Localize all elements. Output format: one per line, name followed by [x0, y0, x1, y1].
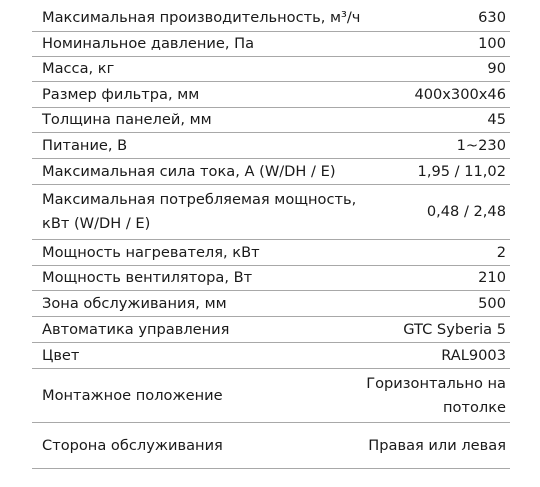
spec-value: 2 [496, 243, 506, 261]
spec-label: Масса, кг [42, 60, 115, 77]
spec-row-max-power [32, 185, 510, 240]
spec-value: 210 [478, 269, 506, 286]
spec-label: Зона обслуживания, мм [42, 294, 227, 312]
spec-row-service-side [32, 423, 510, 469]
spec-value: 45 [487, 111, 506, 128]
spec-label: Размер фильтра, мм [42, 85, 200, 103]
spec-row-max-capacity [32, 5, 510, 32]
spec-row-mounting-position [32, 369, 510, 423]
spec-row-mass [32, 57, 510, 82]
spec-label: Максимальная сила тока, А (W/DH / E) [42, 162, 336, 180]
spec-value: 0,48 / 2,48 [426, 203, 506, 220]
spec-label: Автоматика управления [42, 320, 230, 338]
spec-row-filter-size [32, 82, 510, 108]
spec-row-heater-power [32, 240, 510, 266]
spec-row-nominal-pressure [32, 32, 510, 57]
spec-value: Правая или левая [368, 436, 506, 454]
spec-row-color [32, 343, 510, 369]
spec-value: Горизонтально на потолке [366, 374, 506, 416]
spec-label: Сторона обслуживания [42, 436, 223, 454]
spec-row-max-current [32, 159, 510, 185]
spec-row-service-zone [32, 291, 510, 317]
spec-label: Максимальная потребляемая мощность, кВт (W/DH / E) [42, 191, 357, 232]
spec-label: Толщина панелей, мм [42, 111, 212, 128]
spec-value: RAL9003 [441, 346, 506, 364]
spec-value: 90 [487, 60, 506, 77]
spec-row-fan-power [32, 266, 510, 291]
spec-label: Цвет [42, 346, 80, 364]
spec-label: Номинальное давление, Па [42, 35, 255, 52]
spec-value: 100 [478, 35, 506, 52]
spec-label: Мощность вентилятора, Вт [42, 269, 253, 286]
spec-value: 1,95 / 11,02 [417, 162, 506, 180]
spec-label: Максимальная производительность, м³/ч [42, 9, 361, 26]
spec-label: Мощность нагревателя, кВт [42, 243, 260, 261]
spec-row-control-automation [32, 317, 510, 343]
spec-label: Монтажное положение [42, 386, 223, 404]
spec-row-panel-thickness [32, 108, 510, 133]
spec-value: 500 [478, 294, 506, 312]
spec-row-power-supply [32, 133, 510, 159]
spec-value: 1~230 [456, 136, 506, 154]
spec-label: Питание, В [42, 136, 128, 154]
spec-value: GTC Syberia 5 [403, 320, 506, 338]
spec-value: 630 [478, 9, 506, 26]
spec-value: 400x300x46 [414, 85, 506, 103]
